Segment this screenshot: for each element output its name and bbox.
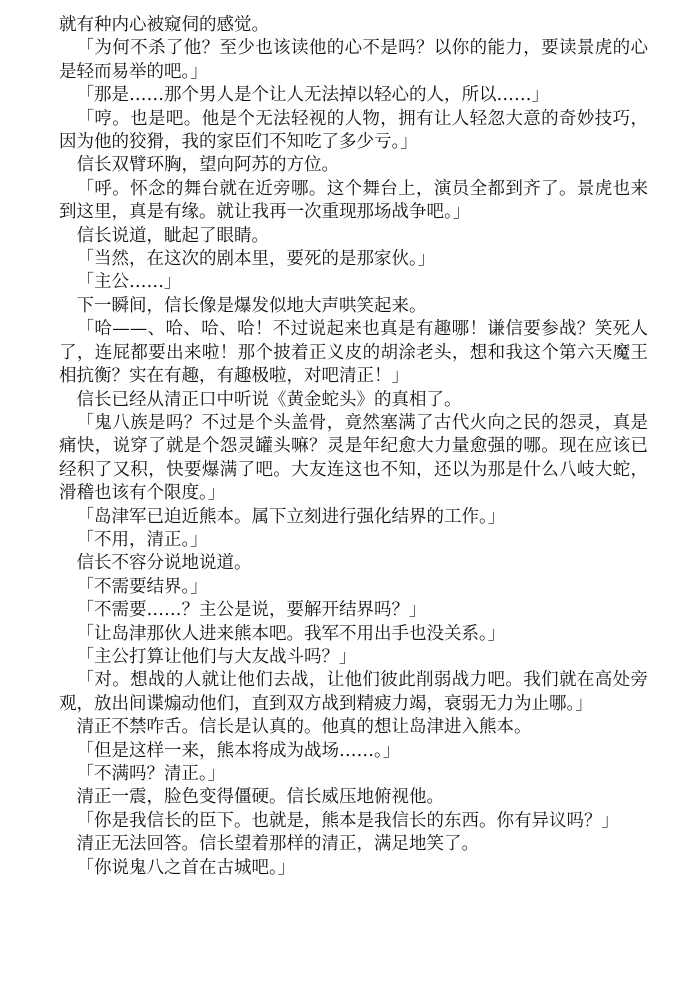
paragraph: 信长不容分说地说道。	[76, 553, 252, 574]
paragraph: 「呼。怀念的舞台就在近旁哪。这个舞台上，演员全都到齐了。景虎也来到这里，真是有缘。就让我再一次重现那场战争吧。」	[59, 178, 648, 223]
paragraph: 「那是……那个男人是个让人无法掉以轻心的人，所以……」	[76, 85, 549, 106]
paragraph: 信长说道，眦起了眼睛。	[76, 225, 269, 246]
paragraph: 信长已经从清正口中听说《黄金蛇头》的真相了。	[76, 389, 462, 410]
paragraph: 清正一震，脸色变得僵硬。信长威压地俯视他。	[76, 787, 444, 808]
paragraph: 「不用，清正。」	[76, 529, 208, 550]
paragraph: 「不需要结界。」	[76, 576, 208, 597]
paragraph: 「你是我信长的臣下。也就是，熊本是我信长的东西。你有异议吗？」	[76, 810, 619, 831]
paragraph: 「为何不杀了他？至少也该读他的心不是吗？以你的能力，要读景虎的心是轻而易举的吧。」	[59, 38, 648, 82]
paragraph: 「哈——、哈、哈、哈！不过说起来也真是有趣哪！谦信要参战？笑死人了，连屁都要出来啦！那个披着正义皮的胡涂老头，想和我这个第六天魔王相抗衡？实在有趣，有趣极啦，对吧清正！」	[59, 319, 648, 387]
paragraph: 清正不禁咋舌。信长是认真的。他真的想让岛津进入熊本。	[76, 717, 532, 738]
paragraph: 「不满吗？清正。」	[76, 764, 226, 784]
paragraph: 「你说鬼八之首在古城吧。」	[76, 857, 296, 878]
paragraph: 「主公……」	[76, 272, 182, 293]
paragraph: 清正无法回答。信长望着那样的清正，满足地笑了。	[76, 834, 479, 855]
paragraph: 「不需要……？主公是说，要解开结界吗？」	[76, 600, 427, 621]
paragraph-continued: 就有种内心被窥伺的感觉。	[59, 15, 269, 35]
paragraph: 「对。想战的人就让他们去战，让他们彼此削弱战力吧。我们就在高处旁观，放出间谍煽动他们，直到双方战到精疲力竭，衰弱无力为止哪。」	[59, 670, 648, 714]
paragraph: 「但是这样一来，熊本将成为战场……。」	[76, 740, 401, 761]
paragraph: 「主公打算让他们与大友战斗吗？」	[76, 646, 357, 667]
paragraph: 下一瞬间，信长像是爆发似地大声哄笑起来。	[76, 295, 427, 316]
paragraph: 信长双臂环胸，望向阿苏的方位。	[76, 155, 339, 176]
paragraph: 「当然，在这次的剧本里，要死的是那家伙。」	[76, 249, 436, 270]
paragraph: 「让岛津那伙人进来熊本吧。我军不用出手也没关系。」	[76, 623, 506, 644]
paragraph: 「哼。也是吧。他是个无法轻视的人物，拥有让人轻忽大意的奇妙技巧，因为他的狡猾，我的家臣们不知吃了多少亏。」	[59, 108, 648, 153]
paragraph: 「岛津军已迫近熊本。属下立刻进行强化结界的工作。」	[76, 506, 506, 527]
paragraph: 「鬼八族是吗？不过是个头盖骨，竟然塞满了古代火向之民的怨灵，真是痛快，说穿了就是个怨灵罐头嘛？灵是年纪愈大力量愈强的哪。现在应该已经积了又积，快要爆满了吧。大友连这也不知，还以为那是什么八岐大蛇，滑稽也该有个限度。」	[59, 412, 648, 504]
